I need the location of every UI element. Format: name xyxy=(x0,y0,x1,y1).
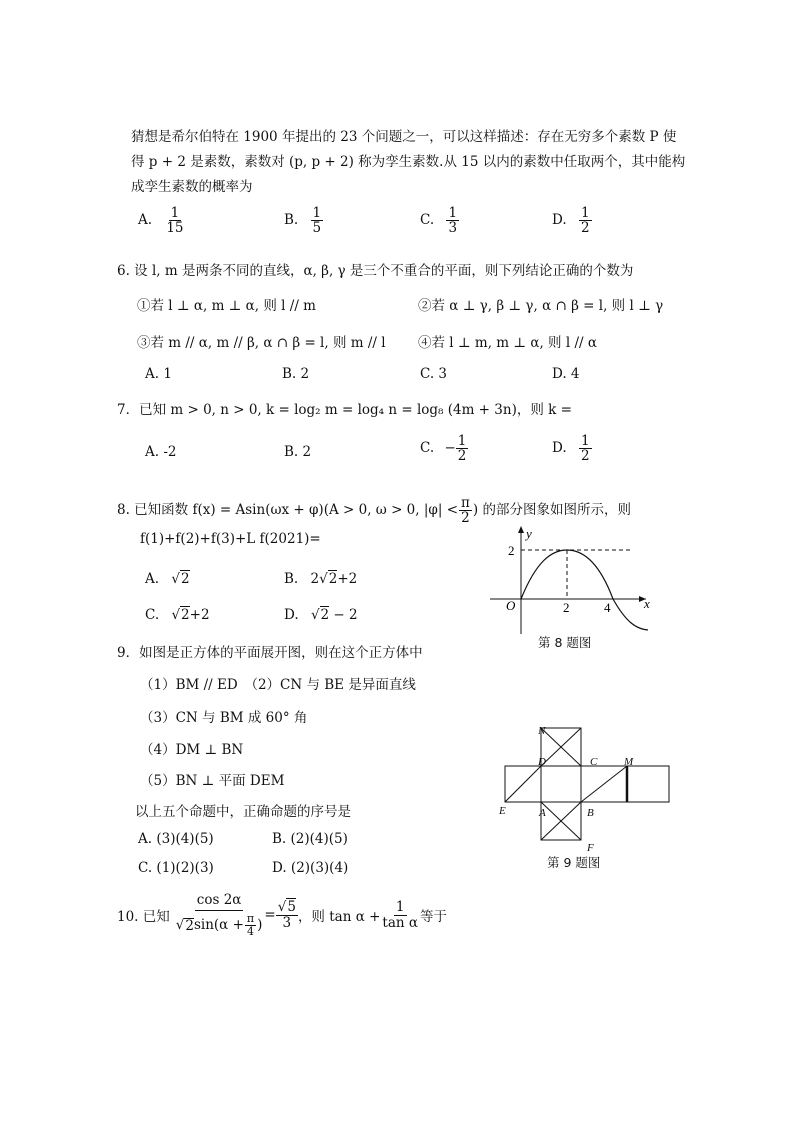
q7-option-d-fraction: $\frac{1}{2}$ xyxy=(580,433,590,465)
label-N: N xyxy=(538,725,546,737)
q5-stem-line3: 成孪生素数的概率为 xyxy=(131,179,253,195)
q10-rhs-fraction: $\frac{√5}{3}$ xyxy=(277,899,296,931)
q6-statement-2: ②若 α ⊥ γ, β ⊥ γ, α ∩ β = l, 则 l ⊥ γ xyxy=(418,298,664,314)
q9-cube-net xyxy=(495,720,675,855)
q8-sine-graph xyxy=(486,522,661,634)
diag-ED xyxy=(505,766,541,802)
q6-statement-4: ④若 l ⊥ m, m ⊥ α, 则 l // α xyxy=(418,335,597,351)
q8-pi-over-2: $\frac{\pi}{2}$ xyxy=(461,495,470,527)
q9-proposition-4: （4）DM ⊥ BN xyxy=(140,742,244,758)
sine-curve xyxy=(521,550,648,630)
q9-option-a: A. (3)(4)(5) xyxy=(138,831,214,847)
q5-option-a: A. $\frac{1}{15}$ xyxy=(138,205,184,237)
q6-option-c: C. 3 xyxy=(420,366,448,382)
q7-option-b: B. 2 xyxy=(284,444,312,460)
q5-option-c: C. $\frac{1}{3}$ xyxy=(420,205,458,237)
q6-option-b: B. 2 xyxy=(282,366,310,382)
q7-option-a: A. -2 xyxy=(145,444,177,460)
q9-option-b: B. (2)(4)(5) xyxy=(272,831,348,847)
net-face-center xyxy=(541,766,581,802)
q6-option-d: D. 4 xyxy=(552,366,580,382)
q8-sum-expression: f(1)+f(2)+f(3)+L f(2021)= xyxy=(140,531,321,547)
diag-BM xyxy=(581,766,627,802)
q10-lhs-fraction: cos 2α √ 2 sin(α + $\frac{\pi}{4}$ ) xyxy=(175,892,263,938)
x-tick-2: 2 xyxy=(563,600,570,615)
label-A: A xyxy=(539,807,546,819)
q5-option-a-fraction: $\frac{1}{15}$ xyxy=(166,205,184,237)
q6-statement-1: ①若 l ⊥ α, m ⊥ α, 则 l // m xyxy=(137,298,316,314)
y-label: y xyxy=(526,526,532,541)
q8-option-a: A. √2 xyxy=(145,571,190,587)
q8-figure-caption: 第 8 题图 xyxy=(538,635,592,650)
q5-option-d-fraction: $\frac{1}{2}$ xyxy=(580,205,590,237)
q7-stem: 7．已知 m > 0, n > 0, k = log₂ m = log₄ n = log₈ (4m + 3n)，则 k = xyxy=(117,402,572,418)
q5-option-b: B. $\frac{1}{5}$ xyxy=(284,205,322,237)
q9-stem: 9．如图是正方体的平面展开图，则在这个正方体中 xyxy=(117,645,423,661)
q5-stem-line1: 猜想是希尔伯特在 1900 年提出的 23 个问题之一，可以这样描述：存在无穷多个素数 P 使 xyxy=(131,129,677,145)
q8-option-d: D. √2 − 2 xyxy=(284,607,358,623)
label-F: F xyxy=(587,842,594,854)
label-M: M xyxy=(624,756,634,768)
label-C: C xyxy=(590,756,598,768)
q9-question: 以上五个命题中，正确命题的序号是 xyxy=(135,804,351,820)
label-E: E xyxy=(499,805,506,817)
q9-proposition-3: （3）CN 与 BM 成 60° 角 xyxy=(140,710,308,726)
q8-stem: 8. 已知函数 f(x) = Asin(ωx + φ)(A > 0, ω > 0, |φ| < $\frac{\pi}{2}$ ) 的部分图象如图所示，则 xyxy=(117,495,631,527)
q9-figure-caption: 第 9 题图 xyxy=(547,855,601,870)
label-D: D xyxy=(538,756,546,768)
y-tick-2: 2 xyxy=(508,543,515,558)
q9-option-c: C. (1)(2)(3) xyxy=(138,860,214,876)
q7-option-c-fraction: $\frac{1}{2}$ xyxy=(457,433,467,465)
net-face-far-right xyxy=(627,766,669,802)
q5-option-b-fraction: $\frac{1}{5}$ xyxy=(312,205,322,237)
label-B: B xyxy=(587,807,594,819)
q9-proposition-5: （5）BN ⊥ 平面 DEM xyxy=(140,773,285,789)
x-tick-4: 4 xyxy=(604,600,611,615)
y-axis-arrow-icon xyxy=(518,526,524,533)
q9-option-d: D. (2)(3)(4) xyxy=(272,860,349,876)
q7-option-d: D. $\frac{1}{2}$ xyxy=(552,433,590,465)
origin-label: O xyxy=(506,598,516,613)
q5-option-c-fraction: $\frac{1}{3}$ xyxy=(448,205,458,237)
q10-stem: 10. 已知 cos 2α √ 2 sin(α + $\frac{\pi}{4}$ ) = $\frac{√5}{3}$ ，则 tan α + $\frac{1}{\text{tan α}}$ 等于 xyxy=(117,892,447,938)
q7-option-c: C. − $\frac{1}{2}$ xyxy=(420,433,467,465)
q8-option-b: B. 2√2+2 xyxy=(284,571,358,587)
q10-reciprocal-fraction: $\frac{1}{\text{tan α}}$ xyxy=(382,899,418,931)
q5-stem-line2: 得 p + 2 是素数，素数对 (p, p + 2) 称为孪生素数.从 15 以内的素数中任取两个，其中能构 xyxy=(131,154,686,170)
x-label: x xyxy=(644,596,650,611)
q6-stem: 6. 设 l, m 是两条不同的直线，α, β, γ 是三个不重合的平面，则下列结论正确的个数为 xyxy=(117,263,634,279)
q8-option-c: C. √2+2 xyxy=(145,607,210,623)
q6-option-a: A. 1 xyxy=(145,366,172,382)
q9-proposition-1-2: （1）BM // ED （2）CN 与 BE 是异面直线 xyxy=(140,677,416,693)
q5-option-d: D. $\frac{1}{2}$ xyxy=(552,205,590,237)
q6-statement-3: ③若 m // α, m // β, α ∩ β = l, 则 m // l xyxy=(137,335,386,351)
